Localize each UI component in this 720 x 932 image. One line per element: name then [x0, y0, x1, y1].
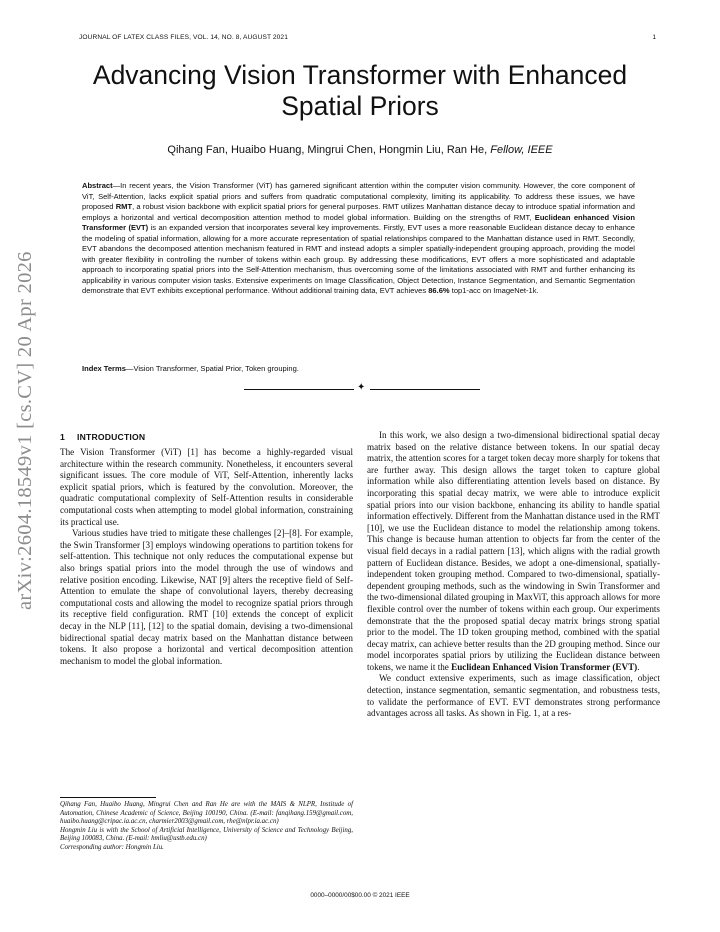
abstract-bold-rmt: RMT	[115, 202, 133, 211]
index-terms-text: —Vision Transformer, Spatial Prior, Token grouping.	[125, 364, 299, 373]
authors-suffix: Fellow, IEEE	[490, 144, 553, 156]
section-title: INTRODUCTION	[77, 432, 146, 442]
ornament-diamond-icon: ✦	[357, 382, 366, 393]
abstract-text-2: , a robust vision backbone with explicit spatial priors for general purposes. RMT utilizes Manhattan distance decay to introduce spatial information and employs a horizontal and vertical decomposition attention method to model global information. Building on the strengths of RMT,	[82, 202, 635, 222]
abstract-text-4: top1-acc on ImageNet-1k.	[449, 286, 539, 295]
intro-paragraph-3-text: In this work, we also design a two-dimensional bidirectional spatial decay matrix based on the relative distance between tokens. In our spatial decay matrix, the attention scores for a target token decay more sharply for tokens that are further away. This design allows the target token to capture global information while also differentiating attention levels based on distance. By incorporating this spatial decay matrix, we were able to introduce explicit spatial priors into our vision backbone, enhancing its ability to handle spatial information effectively. Different from the Manhattan distance used in the RMT [10], we use the Euclidean distance to model the relationship among tokens. This change is because human attention to objects far from the center of the visual field decays in a radial pattern [13], which aligns with the radial growth pattern of Euclidean distance. Besides, we adopt a one-dimensional, spatially-independent token grouping method. Compared to two-dimensional, spatially-dependent grouping methods, such as the windowing in Swin Transformer and the two-dimensional dilated grouping in MaxViT, this approach allows for more flexible control over the number of tokens within each group. Our experiments demonstrate that the the proposed spatial decay matrix brings strong spatial prior to the model. The 1D token grouping method, combined with the spatial decay matrix, can achieve better results than the 2D grouping method. Since our model incorporates spatial priors by utilizing the Euclidean distance between tokens, we name it the	[367, 430, 660, 672]
right-column	[367, 430, 660, 720]
ornament-rule-left	[244, 389, 354, 390]
abstract-bold-evt: Euclidean enhanced Vision Transformer (EVT)	[82, 212, 635, 232]
section-ornament	[244, 384, 480, 394]
abstract-text-1: —In recent years, the Vision Transformer (ViT) has garnered significant attention within the computer vision community. However, the core component of ViT, Self-Attention, lacks explicit spatial priors and suffers from quadratic computational complexity, limiting its applicability. To address these issues, we have proposed	[82, 181, 635, 211]
arxiv-stamp[interactable]: arXiv:2604.18549v1 [cs.CV] 20 Apr 2026	[14, 251, 36, 610]
footnotes	[60, 801, 353, 853]
left-column	[60, 447, 353, 667]
index-terms-label: Index Terms	[82, 364, 126, 373]
intro-paragraph-2: Various studies have tried to mitigate these challenges [2]–[8]. For example, the Swin Transformer [3] employs windowing operations to partition tokens for self-attention. This technique not only reduces the computational expense but also brings spatial priors into the model through the use of windows and relative position encoding. Likewise, NAT [9] alters the receptive field of Self-Attention to emulate the shape of convolutional layers, thereby decreasing computational costs and allowing the model to recognize spatial priors through its receptive field configuration. RMT [10] extends the concept of explicit decay in the NLP [11], [12] to the spatial domain, devising a two-dimensional bidirectional spatial decay matrix based on the Manhattan distance between tokens. It also propose a horizontal and vertical decomposition attention mechanism to model the global information.	[60, 528, 353, 666]
intro-paragraph-3-end: .	[637, 661, 640, 672]
footnote-corresponding: Corresponding author: Hongmin Liu.	[60, 843, 164, 851]
intro-paragraph-4: We conduct extensive experiments, such as image classification, object detection, instance segmentation, semantic segmentation, and robustness tests, to validate the performance of EVT. EVT demonstrates strong performance advantages across all tasks. As shown in Fig. 1, at a res-	[367, 673, 660, 719]
abstract	[82, 181, 635, 297]
copyright-line: 0000–0000/00$00.00 © 2021 IEEE	[310, 892, 410, 899]
section-number: 1	[60, 432, 65, 442]
footnote-rule	[60, 797, 156, 798]
intro-paragraph-1: The Vision Transformer (ViT) [1] has become a highly-regarded visual architecture within the research community. Nonetheless, it encounters several significant issues. The core module of ViT, Self-Attention, inherently lacks explicit spatial priors, which is featured by the convolution. Moreover, the quadratic computational complexity of Self-Attention results in considerable computational costs when attempting to model global information, constraining its practical use.	[60, 447, 353, 527]
running-head: JOURNAL OF LATEX CLASS FILES, VOL. 14, NO. 8, AUGUST 2021	[79, 34, 288, 41]
ornament-rule-right	[370, 389, 480, 390]
footnote-affiliation-1: Qihang Fan, Huaibo Huang, Mingrui Chen and Ran He are with the MAIS & NLPR, Institude of Automation, Chinese Academic of Science, Beijing 100190, China. (E-mail: fanqihang.159@gmail.com, huaibo.huang@cripac.ia.ac.cn, charmier2003@gmail.com, rhe@nlpr.ia.ac.cn)	[60, 801, 353, 826]
abstract-label: Abstract	[82, 181, 113, 190]
model-name-bold: Euclidean Enhanced Vision Transformer (EVT)	[451, 661, 638, 672]
authors-names: Qihang Fan, Huaibo Huang, Mingrui Chen, Hongmin Liu, Ran He,	[167, 144, 488, 156]
footnote-affiliation-2: Hongmin Liu is with the School of Artificial Intelligence, University of Science and Technology Beijing, Beijing 100083, China. (E-mail: hmliu@ustb.edu.cn)	[60, 826, 353, 843]
index-terms	[82, 364, 635, 373]
section-heading	[60, 432, 145, 442]
author-list	[70, 144, 650, 156]
abstract-bold-accuracy: 86.6%	[428, 286, 450, 295]
paper-title: Advancing Vision Transformer with Enhanced Spatial Priors	[92, 60, 628, 121]
abstract-text-3: is an expanded version that incorporates several key improvements. Firstly, EVT uses a more reasonable Euclidean distance decay to enhance the modeling of spatial information, allowing for a more accurate representation of spatial relationships compared to the Manhattan distance used in RMT. Secondly, EVT abandons the decomposed attention mechanism featured in RMT and instead adopts a simpler spatially-independent grouping approach, providing the model with greater flexibility in controlling the number of tokens within each group. By addressing these modifications, EVT offers a more sophisticated and adaptable approach to incorporating spatial priors into the Self-Attention mechanism, thus overcoming some of the limitations associated with RMT and further enhancing its applicability in various computer vision tasks. Extensive experiments on Image Classification, Object Detection, Instance Segmentation, and Semantic Segmentation demonstrate that EVT exhibits exceptional performance. Without additional training data, EVT achieves	[82, 223, 636, 295]
page-number: 1	[652, 34, 656, 41]
intro-paragraph-3	[367, 430, 660, 673]
